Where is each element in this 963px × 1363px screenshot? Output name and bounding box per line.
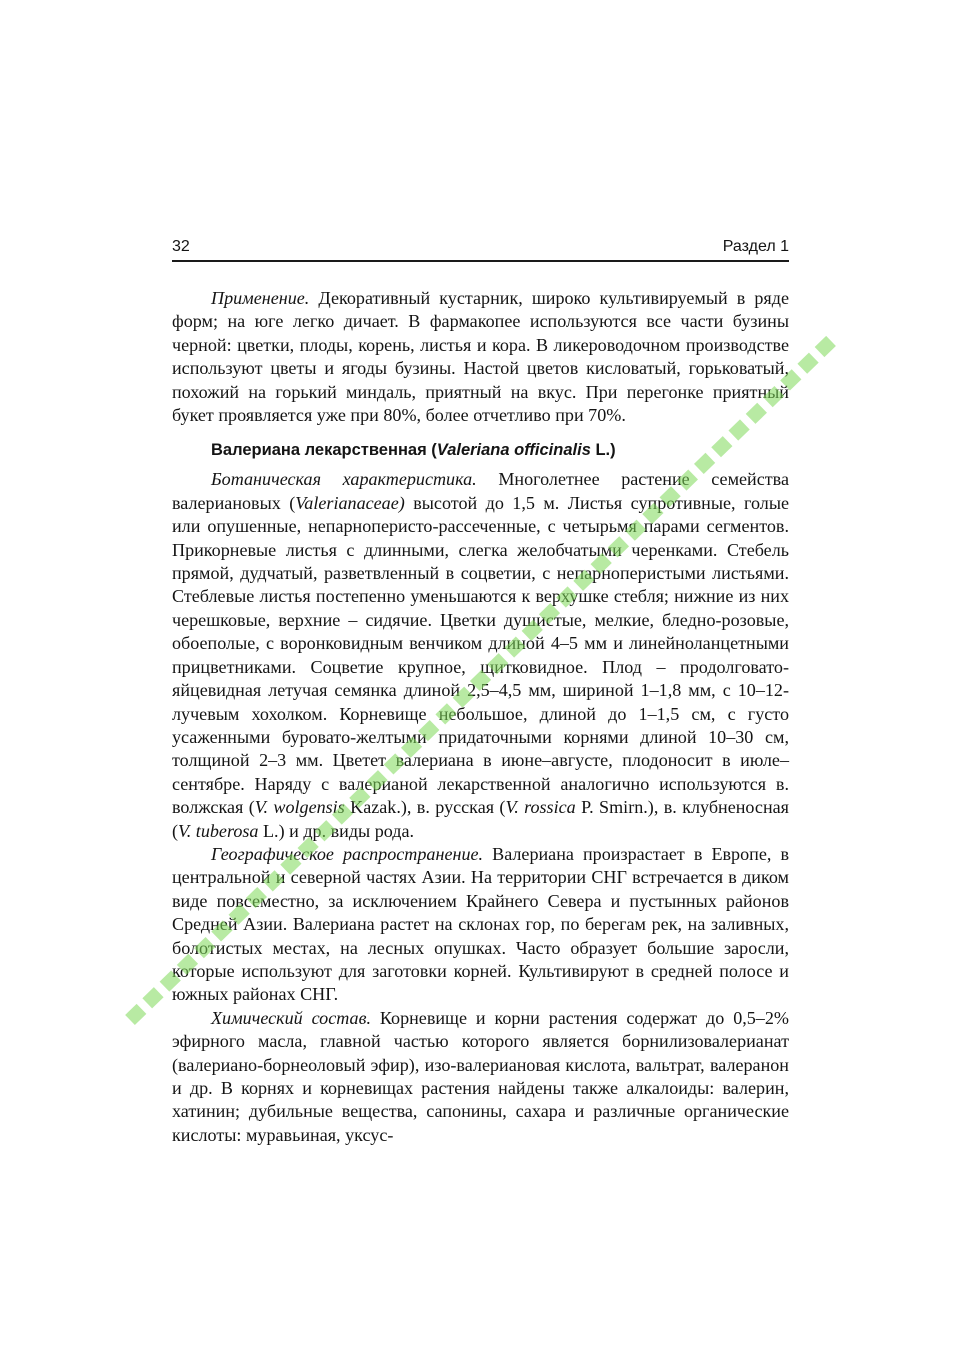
heading-author: L.) bbox=[590, 441, 616, 460]
paragraph-lead: Ботаническая характеристика. bbox=[211, 469, 477, 490]
paragraph-lead: Географическое распространение. bbox=[211, 843, 484, 864]
paragraph-text: L.) и др. виды рода. bbox=[258, 820, 415, 841]
section-heading bbox=[172, 439, 789, 461]
paragraph-text: Kazak.), в. русская ( bbox=[344, 797, 506, 818]
page-number: 32 bbox=[172, 238, 190, 255]
species-name: V. wolgensis bbox=[254, 797, 345, 818]
family-name: Valerianaceae) bbox=[295, 492, 405, 513]
paragraph-botanical bbox=[172, 468, 789, 843]
paragraph-text: Валериана произрастает в Европе, в центральной и северной частях Азии. На территории СНГ встречается в диком виде повсеместно, за исключением Крайнего Севера и пустынных районов Средней Азии. Валериана растет на склонах гор, по берегам рек, на заливных, болотистых местах, на лесных опушках. Часто образует большие заросли, которые используют для заготовки корней. Культивируют в средней полосе и южных районах СНГ. bbox=[172, 843, 789, 1005]
paragraph-application bbox=[172, 287, 789, 427]
main-text bbox=[172, 287, 789, 1147]
paragraph-lead: Химический состав. bbox=[211, 1007, 371, 1028]
paragraph-text: Корневище и корни растения содержат до 0,5–2% эфирного масла, главной частью которого является борнилизовалерианат (валериано-борнеоловый эфир), изо-валериановая кислота, вальтрат, валеранон и др. В корнях и корневищах растения найдены также алкалоиды: валерин, хатинин; дубильные вещества, сапонины, сахара и различные органические кислоты: муравьиная, уксус- bbox=[172, 1007, 789, 1145]
species-name: V. tuberosa bbox=[178, 820, 259, 841]
heading-name: Валериана лекарственная ( bbox=[211, 441, 437, 460]
section-title: Раздел 1 bbox=[722, 238, 789, 255]
paragraph-chemistry bbox=[172, 1007, 789, 1147]
running-header bbox=[172, 236, 789, 262]
paragraph-text: Декоративный кустарник, широко культивируемый в ряде форм; на юге легко дичает. В фармакопее используются все части бузины черной: цветки, плоды, корень, листья и кора. В ликероводочном производстве используют цветы и ягоды бузины. Настой цветов кисловатый, горьковатый, похожий на горький миндаль, приятный на вкус. При перегонке приятный букет проявляется уже при 80%, более отчетливо при 70%. bbox=[172, 288, 789, 426]
heading-latin-name: Valeriana officinalis bbox=[436, 441, 591, 460]
paragraph-text: P. Smirn.), в. клубненосная ( bbox=[172, 797, 789, 841]
species-name: V. rossica bbox=[505, 797, 576, 818]
paragraph-text: Многолетнее растение семейства валериановых ( bbox=[172, 469, 790, 513]
paragraph-lead: Применение. bbox=[211, 288, 310, 308]
paragraph-text: высотой до 1,5 м. Листья супротивные, голые или опушенные, непарноперисто-рассеченные, с четырьмя парами сегментов. Прикорневые листья с длинными, слегка желобчатыми черенками. Стебель прямой, дудчатый, разветвленный в соцветии, с непарноперистыми листьями. Стеблевые листья постепенно уменьшаются к верхушке стебля; нижние из них черешковые, верхние – сидячие. Цветки душистые, мелкие, бледно-розовые, обоеполые, с воронковидным венчиком длиной 4–5 мм и линейноланцетными прицветниками. Соцветие крупное, щитковидное. Плод – продолговато-яйцевидная летучая семянка длиной 2,5–4,5 мм, шириной 1–1,8 мм, с 10–12-лучевым хохолком. Корневище небольшое, длиной до 1–1,5 см, с густо усаженными буровато-желтыми придаточными корнями длиной 10–30 см, толщиной 2–3 мм. Цветет валериана в июне–августе, плодоносит в июле–сентябре. Наряду с валерианой лекарственной аналогично используются в. волжская ( bbox=[172, 492, 790, 818]
paragraph-geography bbox=[172, 843, 789, 1007]
